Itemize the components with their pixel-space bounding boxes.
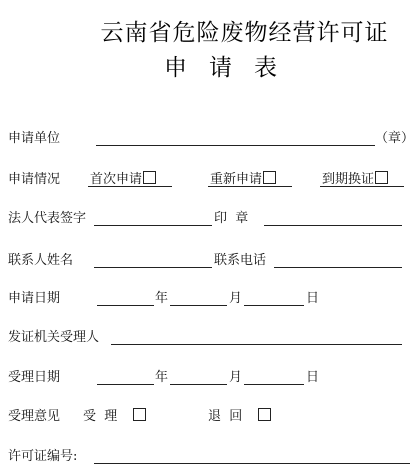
license-no-field[interactable]: [94, 463, 410, 464]
option-reapply-label: 重新申请: [210, 172, 263, 187]
contact-phone-field[interactable]: [274, 267, 402, 268]
row-receiver: [8, 326, 413, 350]
checkbox-icon[interactable]: [133, 408, 146, 421]
option-reapply[interactable]: [210, 168, 276, 192]
apply-month-field[interactable]: [170, 305, 227, 306]
checkbox-icon[interactable]: [263, 171, 276, 184]
accept-day-field[interactable]: [244, 384, 304, 385]
contact-name-field[interactable]: [94, 267, 212, 268]
row-opinion: [8, 405, 413, 429]
apply-day-field[interactable]: [244, 305, 304, 306]
applicant-seal: （章）: [375, 131, 415, 146]
opinion-label: 受理意见: [8, 409, 61, 424]
form-subtitle: 申请表: [164, 55, 299, 81]
checkbox-icon[interactable]: [375, 171, 388, 184]
accept-month-field[interactable]: [170, 384, 227, 385]
apply-date-label: 申请日期: [8, 291, 61, 306]
seal-label: 印 章: [214, 211, 249, 226]
option-reject-label: 退 回: [208, 409, 243, 424]
row-situation: [8, 168, 413, 192]
apply-year-label: 年: [155, 291, 169, 306]
receiver-field[interactable]: [111, 344, 402, 345]
receiver-label: 发证机关受理人: [8, 330, 100, 345]
accept-year-field[interactable]: [97, 384, 154, 385]
form-title: 云南省危险废物经营许可证: [100, 20, 389, 46]
option-renew[interactable]: [322, 168, 388, 192]
legal-rep-field[interactable]: [94, 225, 212, 226]
option-accept-label: 受 理: [83, 409, 118, 424]
apply-year-field[interactable]: [97, 305, 154, 306]
apply-day-label: 日: [306, 291, 320, 306]
checkbox-icon[interactable]: [258, 408, 271, 421]
apply-month-label: 月: [229, 291, 243, 306]
accept-date-label: 受理日期: [8, 370, 61, 385]
applicant-label: 申请单位: [8, 131, 61, 146]
row-contact: [8, 249, 413, 273]
accept-year-label: 年: [155, 370, 169, 385]
row-accept-date: [8, 366, 413, 390]
row-apply-date: [8, 287, 413, 311]
situation-label: 申请情况: [8, 172, 61, 187]
checkbox-icon[interactable]: [143, 171, 156, 184]
legal-rep-label: 法人代表签字: [8, 211, 87, 226]
row-applicant: [8, 127, 413, 151]
option-accept[interactable]: [83, 405, 146, 429]
accept-month-label: 月: [229, 370, 243, 385]
seal-field[interactable]: [264, 225, 402, 226]
row-legal-rep: [8, 207, 413, 231]
contact-phone-label: 联系电话: [214, 253, 267, 268]
row-license-no: [8, 445, 413, 469]
option-reject[interactable]: [208, 405, 271, 429]
option-first-apply-label: 首次申请: [90, 172, 143, 187]
contact-name-label: 联系人姓名: [8, 253, 74, 268]
option-renew-label: 到期换证: [322, 172, 375, 187]
option-first-apply[interactable]: [90, 168, 156, 192]
applicant-field[interactable]: [96, 145, 375, 146]
accept-day-label: 日: [306, 370, 320, 385]
license-no-label: 许可证编号:: [8, 449, 78, 464]
